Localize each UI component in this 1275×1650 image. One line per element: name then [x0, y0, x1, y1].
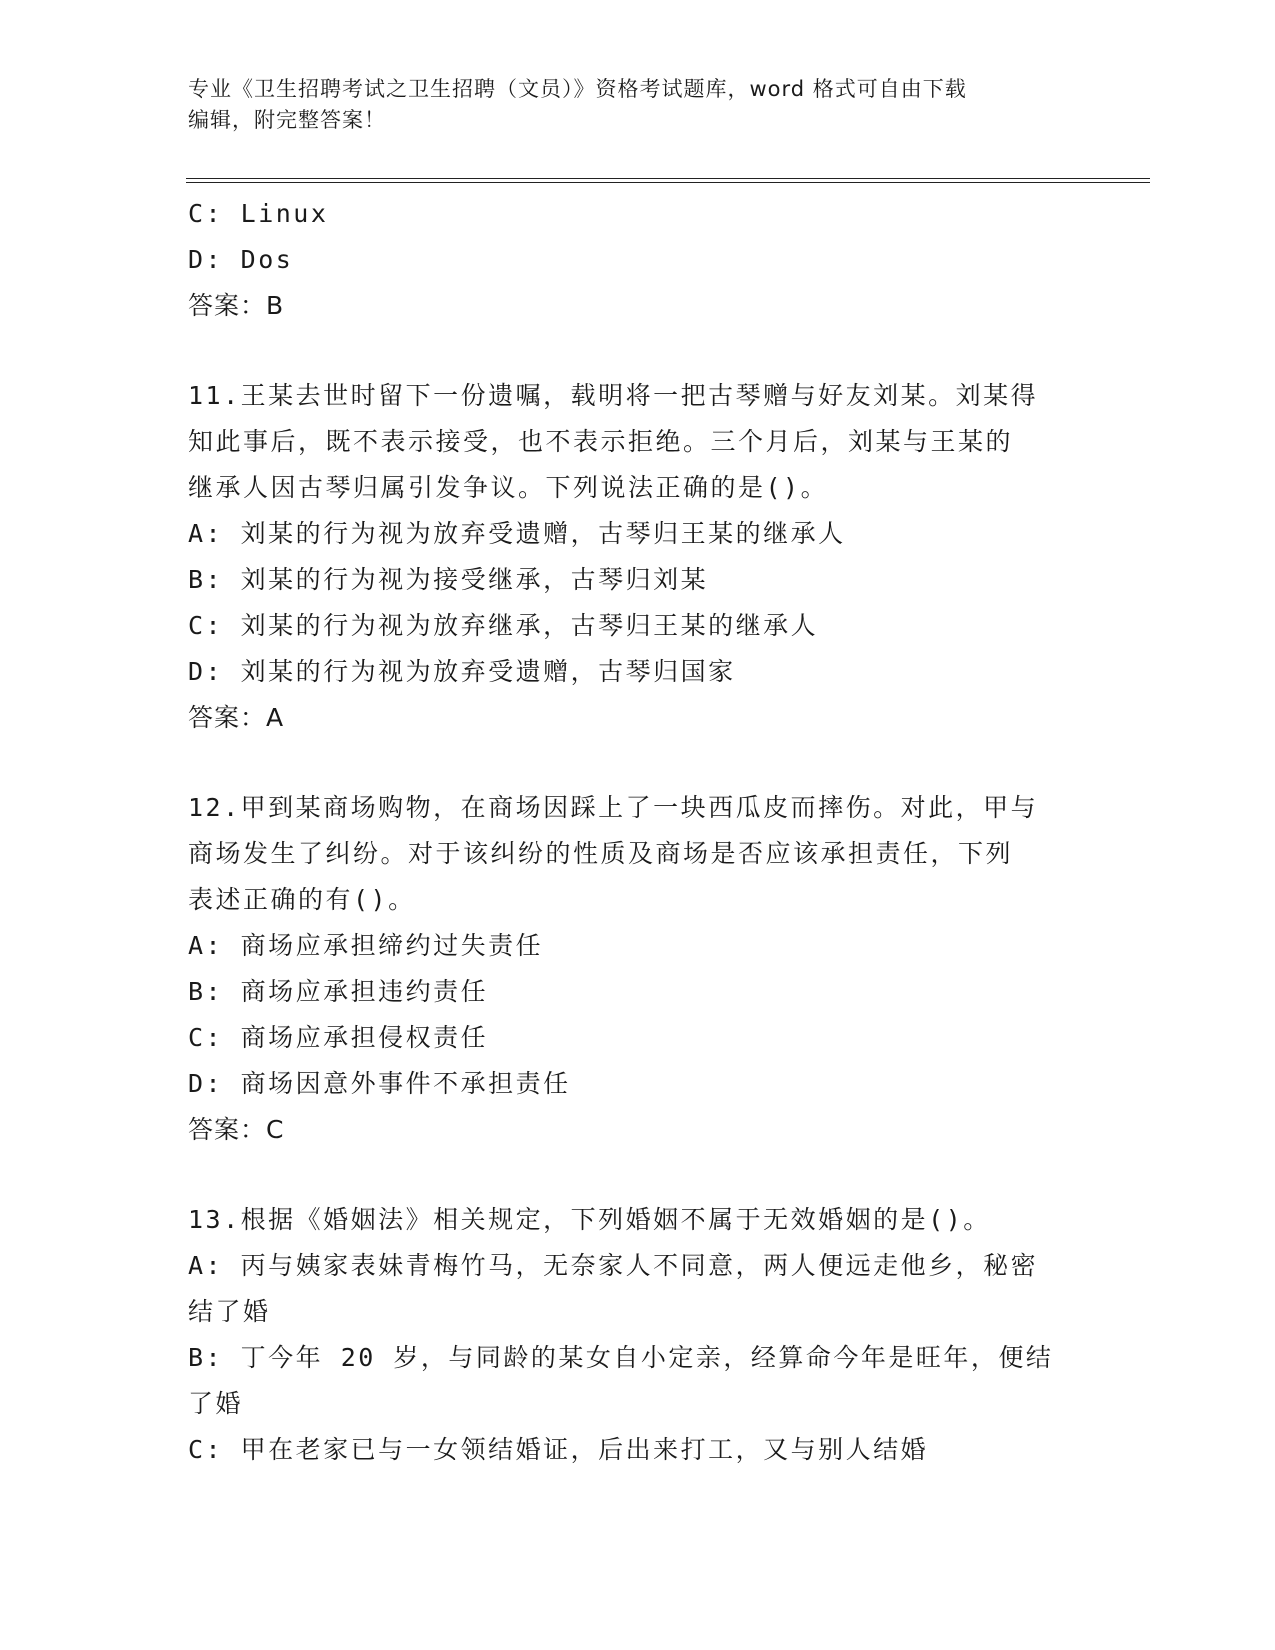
- option-c: C: 商场应承担侵权责任: [188, 1023, 489, 1052]
- option-b: B: 刘某的行为视为接受继承，古琴归刘某: [188, 565, 709, 594]
- question-stem-line: 继承人因古琴归属引发争议。下列说法正确的是()。: [188, 473, 829, 502]
- option-a: A: 商场应承担缔约过失责任: [188, 931, 544, 960]
- option-d: D: Dos: [188, 245, 294, 274]
- document-header: [188, 74, 1088, 136]
- option-b: B: 丁今年 20 岁，与同龄的某女自小定亲，经算命今年是旺年，便结: [188, 1343, 1054, 1372]
- option-d: D: 商场因意外事件不承担责任: [188, 1069, 571, 1098]
- answer-line: 答案：C: [188, 1115, 285, 1144]
- question-stem-line: 12.甲到某商场购物，在商场因踩上了一块西瓜皮而摔伤。对此，甲与: [188, 793, 1039, 822]
- option-a: A: 丙与姨家表妹青梅竹马，无奈家人不同意，两人便远走他乡，秘密: [188, 1251, 1039, 1280]
- option-a: A: 刘某的行为视为放弃受遗赠，古琴归王某的继承人: [188, 519, 846, 548]
- question-stem-line: 表述正确的有()。: [188, 885, 416, 914]
- header-rule-top: [186, 178, 1150, 179]
- answer-line: 答案：B: [188, 291, 285, 320]
- question-stem-line: 11.王某去世时留下一份遗嘱，载明将一把古琴赠与好友刘某。刘某得: [188, 381, 1039, 410]
- header-rule-bottom: [186, 182, 1150, 183]
- question-stem-line: 知此事后，既不表示接受，也不表示拒绝。三个月后，刘某与王某的: [188, 427, 1014, 456]
- option-c: C: Linux: [188, 199, 329, 228]
- option-b: B: 商场应承担违约责任: [188, 977, 489, 1006]
- question-13: [188, 1197, 1068, 1473]
- option-b-continued: 了婚: [188, 1389, 244, 1418]
- header-line-1: 专业《卫生招聘考试之卫生招聘（文员）》资格考试题库，word 格式可自由下载: [188, 77, 967, 101]
- question-stem-line: 商场发生了纠纷。对于该纠纷的性质及商场是否应该承担责任，下列: [188, 839, 1014, 868]
- question-11: [188, 373, 1068, 741]
- question-content: [188, 191, 1068, 1473]
- header-line-2: 编辑，附完整答案！: [188, 108, 386, 132]
- option-d: D: 刘某的行为视为放弃受遗赠，古琴归国家: [188, 657, 736, 686]
- question-12: [188, 785, 1068, 1153]
- option-a-continued: 结了婚: [188, 1297, 271, 1326]
- option-c: C: 刘某的行为视为放弃继承，古琴归王某的继承人: [188, 611, 819, 640]
- question-stem-line: 13.根据《婚姻法》相关规定，下列婚姻不属于无效婚姻的是()。: [188, 1205, 991, 1234]
- option-c: C: 甲在老家已与一女领结婚证，后出来打工，又与别人结婚: [188, 1435, 929, 1464]
- prev-question: [188, 191, 1068, 329]
- answer-line: 答案：A: [188, 703, 285, 732]
